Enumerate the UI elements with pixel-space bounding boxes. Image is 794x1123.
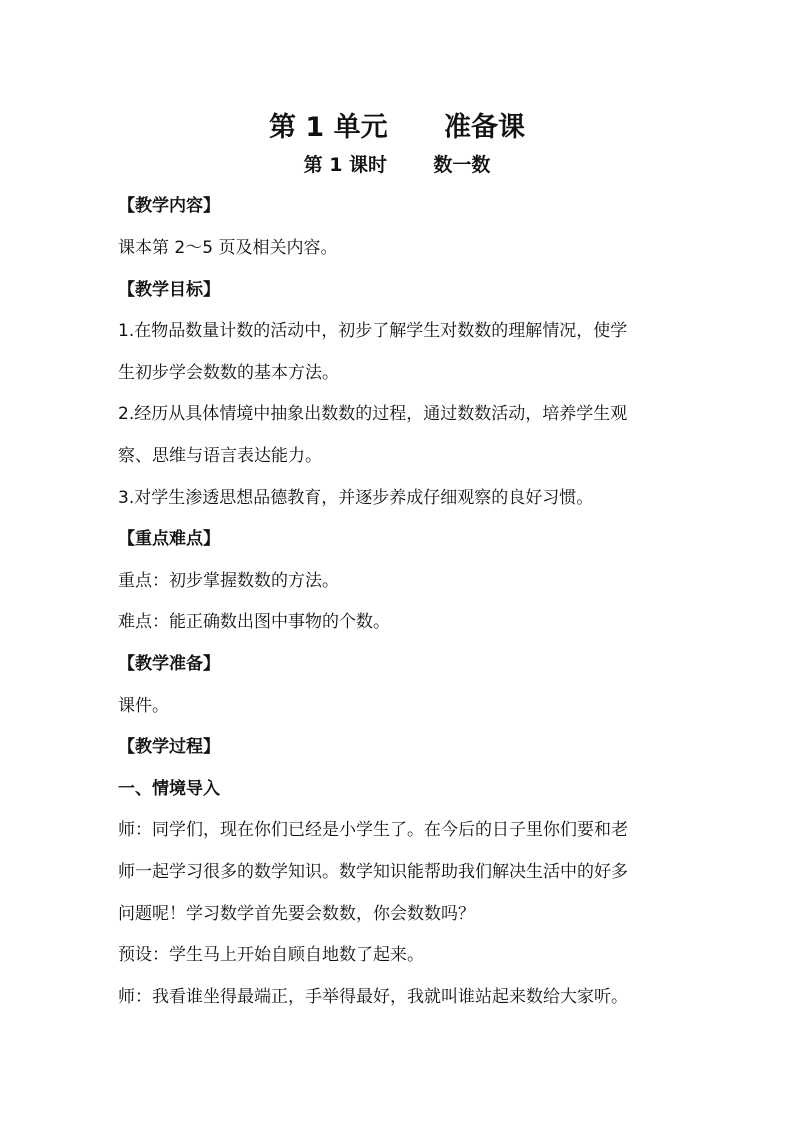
section-heading-key-points: 【重点难点】 bbox=[118, 529, 220, 549]
lesson-subtitle: 第 1 课时 数一数 bbox=[303, 154, 491, 176]
unit-title: 第 1 单元 准备课 bbox=[269, 112, 525, 143]
paragraph-line: 3.对学生渗透思想品德教育，并逐步养成仔细观察的良好习惯。 bbox=[118, 488, 594, 508]
paragraph-line: 生初步学会数数的基本方法。 bbox=[118, 363, 339, 383]
paragraph-line: 难点：能正确数出图中事物的个数。 bbox=[118, 612, 390, 632]
paragraph-line: 课本第 2～5 页及相关内容。 bbox=[118, 238, 338, 258]
section-heading-objectives: 【教学目标】 bbox=[118, 280, 220, 300]
paragraph-line: 问题呢！学习数学首先要会数数，你会数数吗？ bbox=[118, 904, 475, 924]
section-heading-preparation: 【教学准备】 bbox=[118, 654, 220, 674]
paragraph-line: 课件。 bbox=[118, 696, 169, 716]
paragraph-line: 2.经历从具体情境中抽象出数数的过程，通过数数活动，培养学生观 bbox=[118, 404, 628, 424]
subsection-heading-intro: 一、情境导入 bbox=[118, 779, 220, 799]
paragraph-line: 师：同学们，现在你们已经是小学生了。在今后的日子里你们要和老 bbox=[118, 820, 628, 840]
paragraph-line: 师一起学习很多的数学知识。数学知识能帮助我们解决生活中的好多 bbox=[118, 862, 628, 882]
section-heading-content: 【教学内容】 bbox=[118, 196, 220, 216]
section-heading-process: 【教学过程】 bbox=[118, 737, 220, 757]
paragraph-line: 重点：初步掌握数数的方法。 bbox=[118, 571, 339, 591]
paragraph-line: 师：我看谁坐得最端正，手举得最好，我就叫谁站起来数给大家听。 bbox=[118, 987, 628, 1007]
paragraph-line: 1.在物品数量计数的活动中，初步了解学生对数数的理解情况，使学 bbox=[118, 321, 628, 341]
paragraph-line: 预设：学生马上开始自顾自地数了起来。 bbox=[118, 945, 424, 965]
paragraph-line: 察、思维与语言表达能力。 bbox=[118, 446, 322, 466]
